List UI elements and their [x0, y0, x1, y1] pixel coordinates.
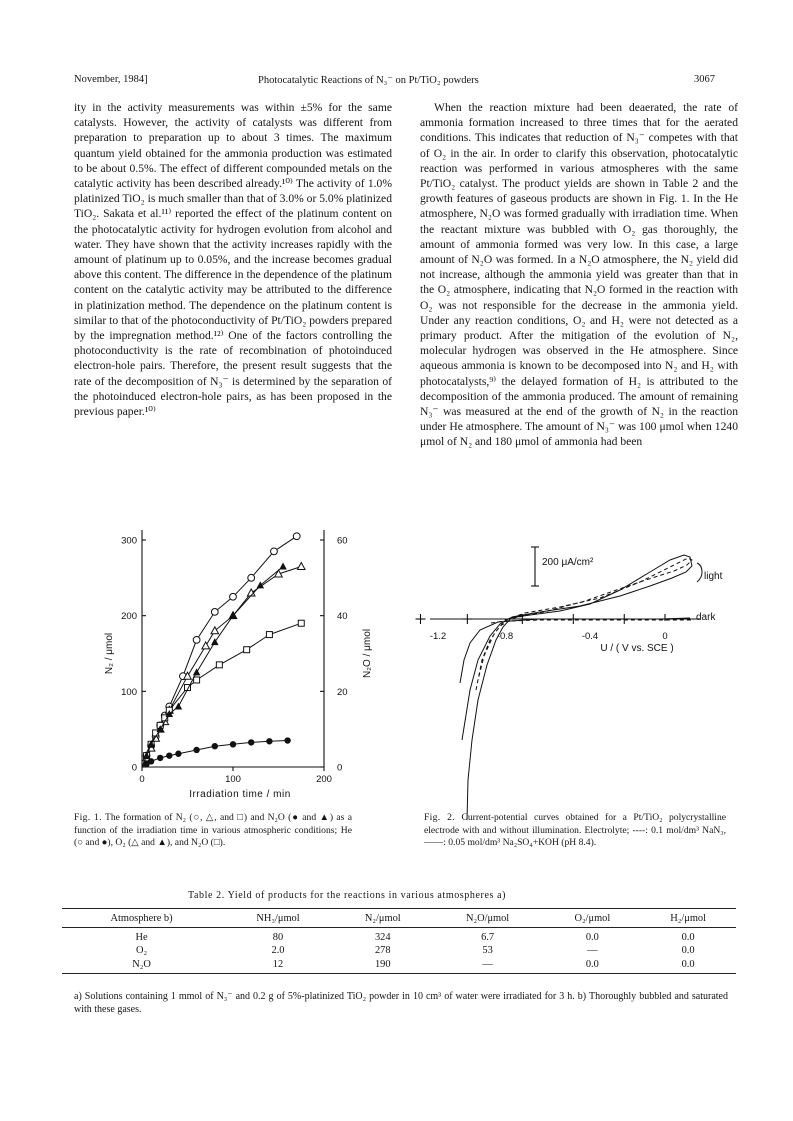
open-square-point [298, 620, 304, 626]
y-left-tick-label: 300 [121, 535, 137, 547]
y-right-tick-label: 0 [337, 762, 343, 774]
open-circle-point [293, 533, 300, 540]
table-cell: 80 [272, 932, 284, 943]
caption-text: Current-potential curves obtained for a Pt/TiO₂ polycrystalline electrode with and without illumination. Electrolyte; ----: 0.1 mol/dm³ NaN₃, ——: 0.05 mol/dm³ Na₂SO₄+KOH (pH 8.4). [424, 812, 727, 849]
open-circle-point [148, 742, 155, 749]
open-circle-point [180, 673, 187, 680]
open-square-point [266, 632, 272, 638]
left-text-column [74, 100, 392, 419]
paragraph: When the reaction mixture had been deaerated, the rate of ammonia formation increased to three times that for the aerated conditions. This indicates that reduction of N₃⁻ competes with that of O₂ in the air. In order to clarify this observation, photocatalytic reaction was performed in various atmospheres with the same Pt/TiO₂ catalyst. The product yields are shown in Table 2 and the growth features of gaseous products are shown in Fig. 1. In the He atmosphere, N₂O was formed gradually with irradiation time. When the reactant mixture was bubbled with O₂ gas thoroughly, the amount of ammonia formed was very low. In this case, a large amount of N₂O was formed. In a N₂O atmosphere, the N₂ yield did not increase, although the ammonia yield was greater than that in the O₂ atmosphere, indicating that N₂O formed in the reaction with O₂ was not responsible for the decrease in the ammonia yield. Under any reaction conditions, O₂ and H₂ were not detected as a primary product. After the mitigation of the evolution of N₂, molecular hydrogen was observed in the He atmosphere. Since aqueous ammonia is known to be decomposed into N₂ and H₂ with photocatalysts,⁹⁾ the delayed formation of H₂ is attributed to the decomposition of the ammonia produced. The amount of remaining N₃⁻ was measured at the end of the growth of N₂ in the reaction under He atmosphere. The amount of N₃⁻ was 100 μmol when 1240 μmol of N₂ and 180 μmol of ammonia had been [420, 101, 738, 449]
open-circle-point [166, 703, 173, 710]
y-left-tick-label: 100 [121, 686, 137, 698]
open-circle-point [271, 548, 278, 555]
scale-bar-label: 200 μA/cm² [542, 557, 594, 568]
y-right-tick-label: 60 [337, 535, 348, 547]
filled-triangle-point [211, 638, 219, 645]
dark-solid-curve [460, 618, 690, 683]
x-tick-label: 0 [662, 631, 668, 642]
open-circle-point [161, 712, 168, 719]
x-axis-title: Irradiation time / min [189, 789, 291, 800]
figure-2-caption [424, 812, 726, 850]
column-header: NH₃/μmol [221, 909, 335, 928]
open-triangle-point [147, 744, 155, 751]
table-cell: 190 [335, 958, 431, 973]
open-circle-point [157, 722, 164, 729]
x-tick-label: 200 [316, 774, 332, 785]
table-row [62, 928, 736, 944]
open-square-point [244, 647, 250, 653]
open-circle-point [211, 608, 218, 615]
table-cell: 53 [482, 945, 493, 956]
open-circle-point [143, 752, 150, 759]
column-header: O₂/μmol [545, 909, 641, 928]
table-header-row [62, 909, 736, 928]
light-dashed-curve [476, 558, 692, 690]
dark-label: dark [696, 612, 716, 623]
y-axis-left-title: N₂ / μmol [104, 632, 115, 675]
open-square-point [194, 677, 200, 683]
dark-dashed-curve [491, 620, 694, 623]
table-cell: He [135, 932, 148, 943]
table-cell: 324 [374, 932, 391, 943]
open-square-point [166, 707, 172, 713]
caption-text: The formation of N₂ (○, △, and □) and N₂O (● and ▲) as a function of the irradiation time in various atmospheric conditions; He (○ and ●), O₂ (△ and ▲), and N₂O (□). [74, 812, 353, 849]
x-tick-label: -1.2 [429, 631, 447, 642]
table-cell: 12 [221, 958, 335, 973]
open-square-point [153, 730, 159, 736]
yield-table [62, 908, 736, 974]
y-right-tick-label: 20 [337, 686, 348, 698]
column-header: Atmosphere b) [62, 909, 221, 928]
y-right-tick-label: 40 [337, 611, 348, 623]
open-circle-point [193, 636, 200, 643]
open-triangle-point [161, 718, 169, 725]
y-left-tick-label: 0 [131, 762, 137, 774]
open-circle-point [152, 733, 159, 740]
filled-triangle-point [193, 668, 201, 675]
open-triangle-point [202, 642, 210, 649]
open-triangle-point [152, 734, 160, 741]
open-triangle-point [229, 612, 237, 619]
open-triangle-point [275, 570, 283, 577]
page-number: 3067 [694, 74, 715, 85]
x-tick-label: -0.4 [581, 631, 599, 642]
table-cell: 0.0 [681, 945, 695, 956]
paragraph: ity in the activity measurements was within ±5% for the same catalysts. However, the activity of catalysts was different from preparation to preparation up to about 3 times. The maximum quantum yield obtained for the ammonia production was estimated to be about 0.5%. The effect of different compounded metals on the catalytic activity has been described already.¹⁰⁾ The activity of 1.0% platinized TiO₂ is much smaller than that of 3.0% or 5.0% platinized TiO₂. Sakata et al.¹¹⁾ reported the effect of the platinum content on the photocatalytic activity for hydrogen evolution from alcohol and water. They have shown that the activity increases rapidly with the amount of platinum up to 0.05%, and the increase becomes gradual above this content. The difference in the dependence of the platinum content on the catalytic activity may be attributed to the difference in platinization method. The dependence on the platinum content is similar to that of the photoconductivity of Pt/TiO₂ powders prepared by the impregnation method.¹²⁾ One of the factors controlling the photoconductivity is the rate of recombination of photoinduced electron-hole pairs. Therefore, the present result suggests that the rate of the decomposition of N₃⁻ is determined by the separation of the photoinduced electron-hole pairs, as has been proposed in the previous paper.¹⁰⁾ [74, 101, 392, 419]
open-triangle-point [184, 672, 192, 679]
x-tick-label: 0 [139, 774, 145, 785]
open-square-point [144, 753, 150, 759]
table-cell: 0.0 [585, 932, 599, 943]
table-cell: 0.0 [681, 932, 695, 943]
open-circle-point [248, 574, 255, 581]
filled-circle-point [157, 755, 163, 761]
filled-circle-point [148, 758, 154, 764]
table-cell: 0.0 [640, 958, 736, 973]
table-cell: 2.0 [271, 945, 285, 956]
running-header-date: November, 1984] [74, 74, 148, 85]
table-cell: 6.7 [481, 932, 495, 943]
filled-triangle-point [279, 562, 287, 569]
filled-circle-point [143, 761, 149, 767]
open-triangle-point [166, 706, 174, 713]
filled-circle-point [166, 752, 172, 758]
light-label: light [704, 571, 723, 582]
table-row [62, 943, 736, 958]
filled-triangle-point [175, 702, 183, 709]
table-footnotes: a) Solutions containing 1 mmol of N₃⁻ and 0.2 g of 5%-platinized TiO₂ powder in 10 cm³ of water were irradiated for 3 h. b) Thoroughly bubbled and saturated with these gases. [74, 991, 728, 1015]
filled-circle-point [193, 747, 199, 753]
column-header: H₂/μmol [640, 909, 736, 928]
y-left-tick-label: 200 [121, 611, 137, 623]
light-brace [697, 563, 702, 582]
x-tick-label: 100 [225, 774, 241, 785]
open-square-point [162, 715, 168, 721]
filled-triangle-point [229, 612, 237, 619]
table-title: Table 2. Yield of products for the reactions in various atmospheres a) [188, 890, 507, 901]
filled-triangle-point [156, 725, 164, 732]
table-cell: — [431, 958, 545, 973]
filled-triangle-point [166, 710, 174, 717]
table-cell: 278 [374, 945, 391, 956]
table-cell: — [587, 945, 598, 956]
filled-circle-point [266, 738, 272, 744]
open-triangle-point [211, 627, 219, 634]
table-cell: O₂ [135, 945, 148, 956]
series-3-line [142, 623, 301, 767]
open-triangle-point [156, 725, 164, 732]
table-row [62, 958, 736, 973]
open-triangle-point [247, 589, 255, 596]
open-triangle-point [297, 562, 305, 569]
filled-circle-point [175, 751, 181, 757]
filled-triangle-point [147, 740, 155, 747]
table-cell: N₂O [62, 958, 221, 973]
table-cell: 0.0 [545, 958, 641, 973]
open-square-point [185, 685, 191, 691]
caption-label: Fig. 1. [74, 812, 102, 823]
open-square-point [157, 722, 163, 728]
series-5-line [142, 567, 283, 768]
open-square-point [148, 741, 154, 747]
column-header: N₂O/μmol [431, 909, 545, 928]
filled-circle-point [248, 739, 254, 745]
x-tick-label: -0.8 [496, 631, 514, 642]
open-square-point [216, 662, 222, 668]
y-axis-right-title: N₂O / μmol [362, 628, 373, 679]
caption-label: Fig. 2. [424, 812, 455, 823]
right-text-column [420, 100, 738, 450]
figure-1-caption [74, 812, 352, 850]
filled-triangle-point [143, 752, 151, 759]
series-2-line [142, 567, 301, 768]
filled-circle-point [284, 737, 290, 743]
open-triangle-point [143, 754, 151, 761]
light-solid-curve [462, 555, 692, 820]
column-header: N₂/μmol [335, 909, 431, 928]
series-4-line [142, 741, 288, 768]
running-header-title: Photocatalytic Reactions of N₃⁻ on Pt/TiO₂ powders [258, 75, 479, 86]
filled-circle-point [212, 743, 218, 749]
filled-triangle-point [257, 581, 265, 588]
filled-circle-point [230, 741, 236, 747]
series-1-line [142, 536, 297, 767]
open-circle-point [230, 593, 237, 600]
x-axis-title: U / ( V vs. SCE ) [600, 643, 674, 654]
